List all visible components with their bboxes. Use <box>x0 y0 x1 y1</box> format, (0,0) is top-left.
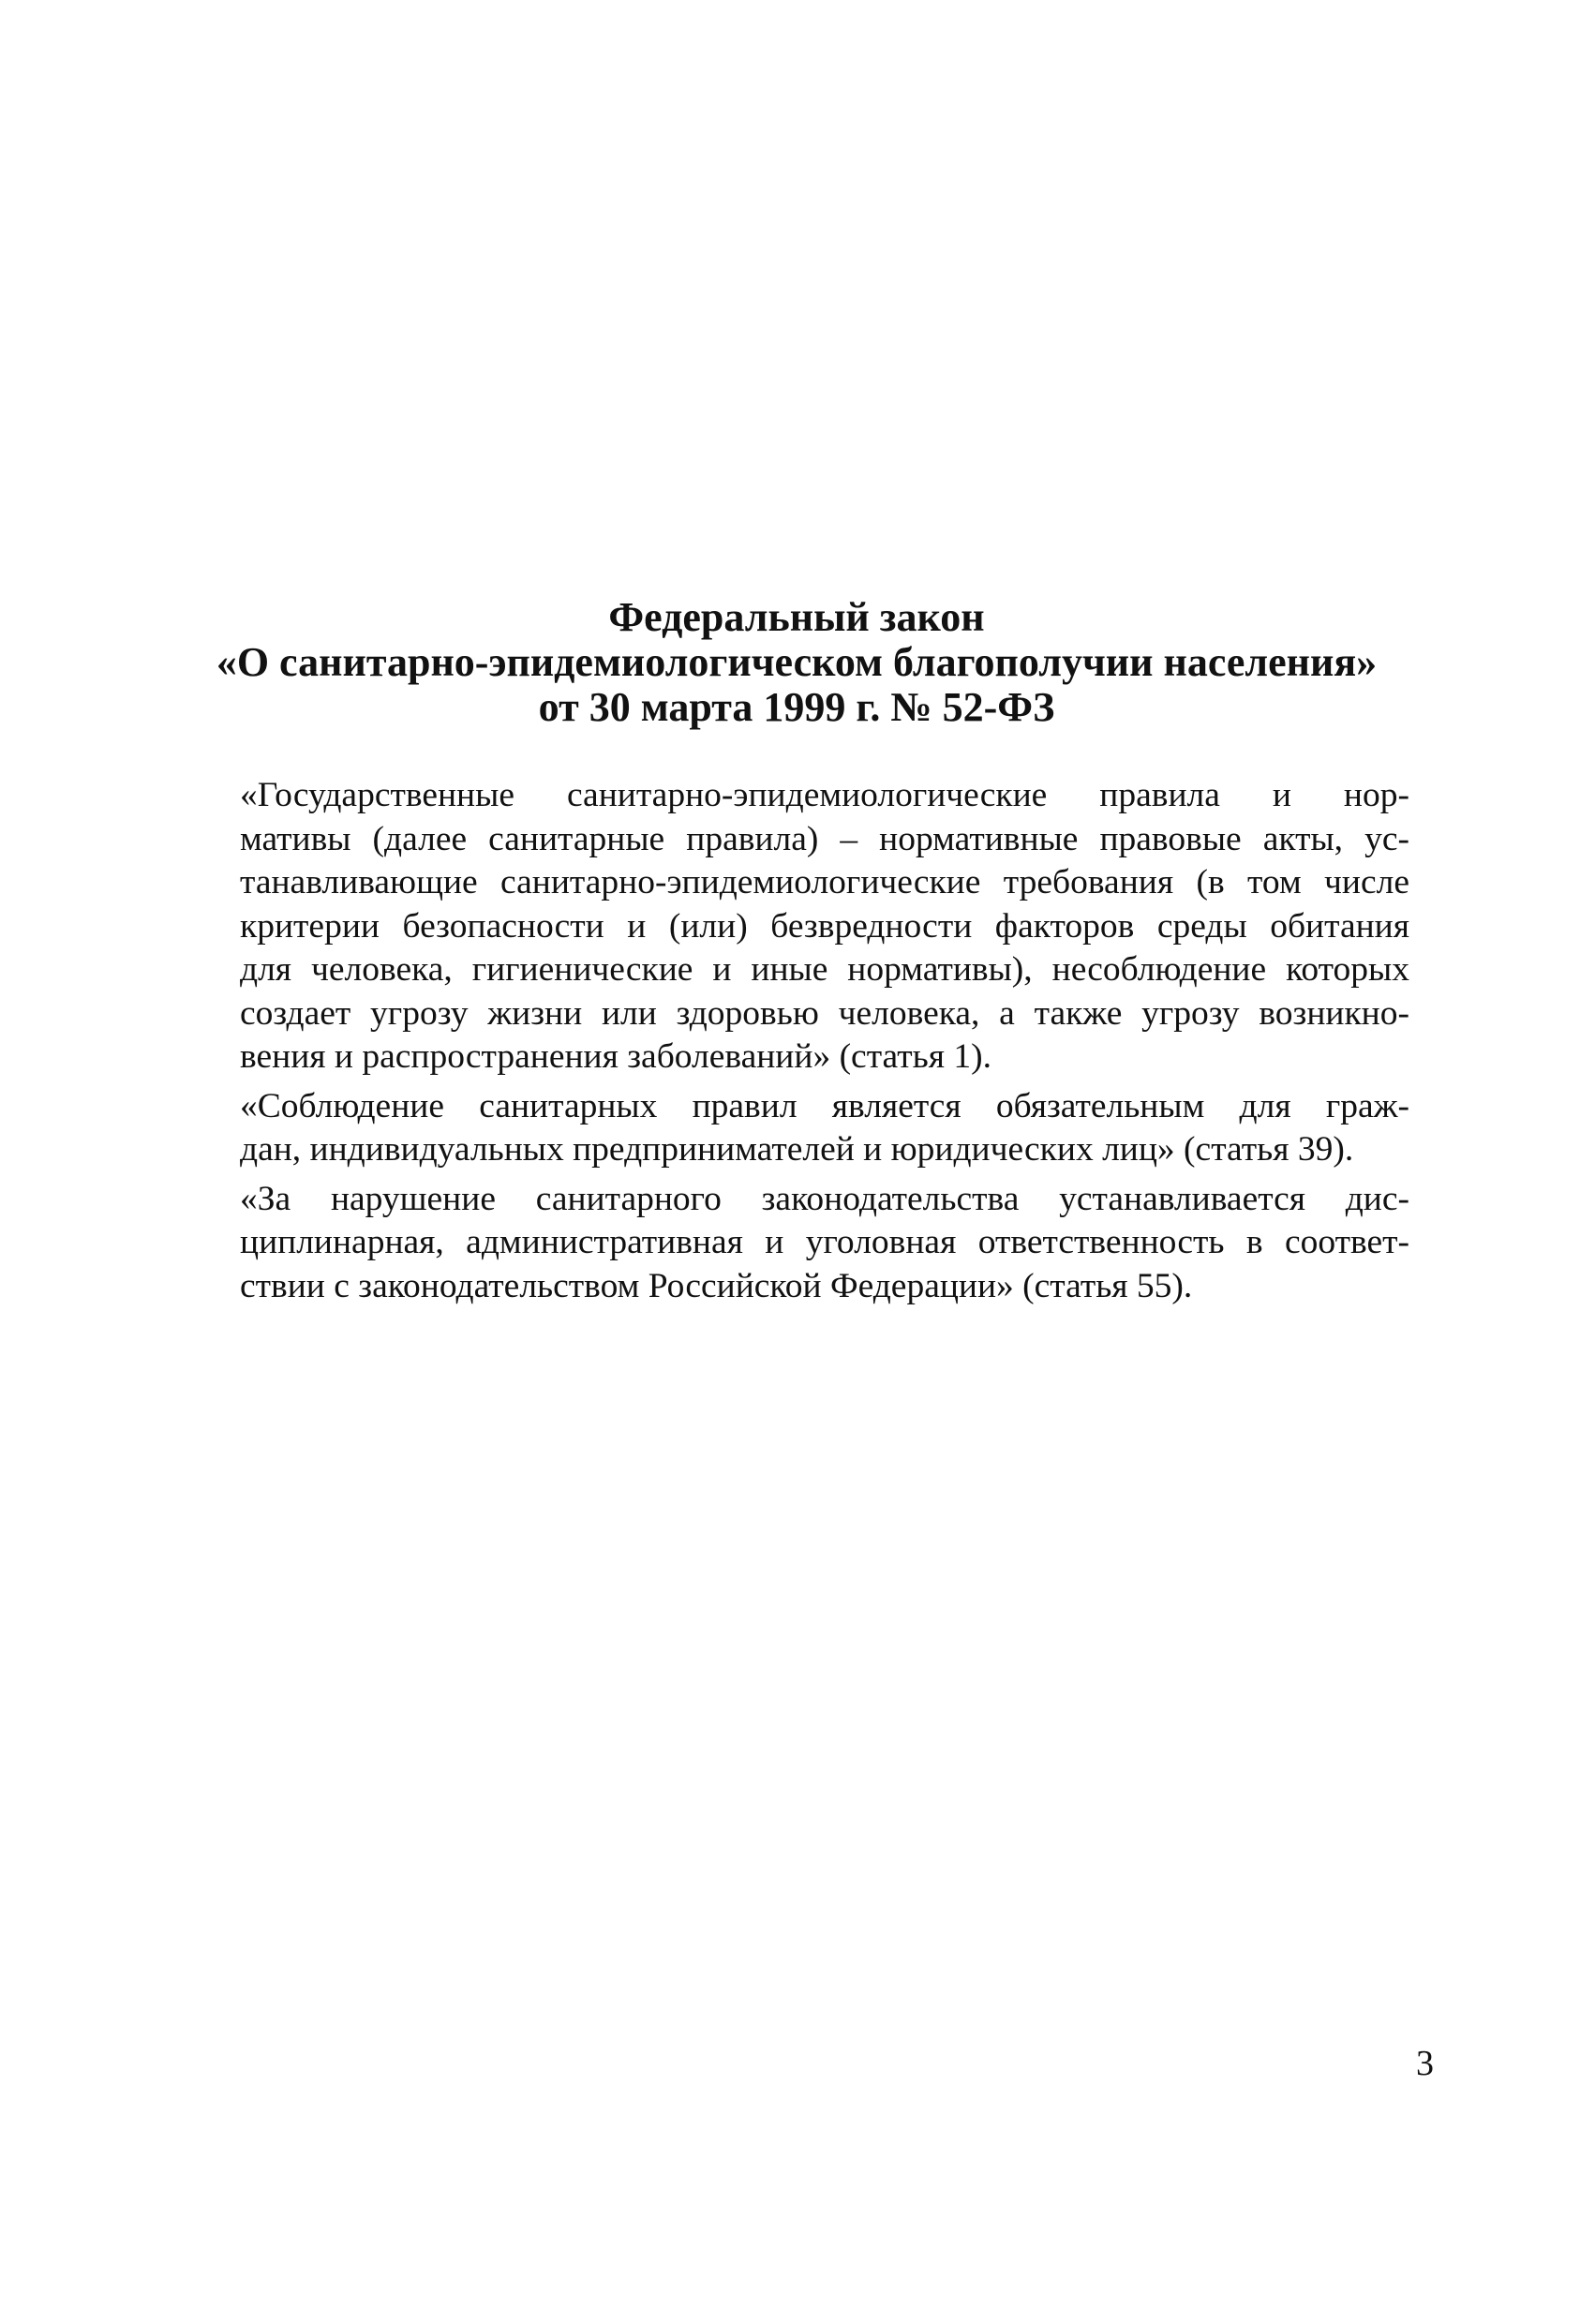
paragraph-article-55 <box>184 1178 1409 1309</box>
text-line: для человека, гигиенические и иные нормативы), несоблюдение которых <box>240 950 1409 989</box>
text-line: «Государственные санитарно-эпидемиологические правила и нор- <box>240 776 1409 814</box>
text-line: вения и распространения заболеваний» (статья 1). <box>240 1037 991 1076</box>
text-line: «Соблюдение санитарных правил является обязательным для граж- <box>240 1086 1409 1125</box>
paragraph-article-39 <box>184 1085 1409 1172</box>
paragraph-article-1 <box>184 774 1409 1080</box>
text-line: ствии с законодательством Российской Федерации» (статья 55). <box>240 1266 1193 1305</box>
text-line: циплинарная, административная и уголовная ответственность в соответ- <box>240 1223 1409 1261</box>
heading-line-title: Федеральный закон <box>608 594 985 640</box>
text-line: мативы (далее санитарные правила) – нормативные правовые акты, ус- <box>240 819 1409 858</box>
heading-line-law-name: «О санитарно-эпидемиологическом благополучии населения» <box>216 639 1378 685</box>
text-line: танавливающие санитарно-эпидемиологические требования (в том числе <box>240 863 1409 901</box>
page-number: 3 <box>1416 2044 1434 2083</box>
text-line: дан, индивидуальных предпринимателей и юридических лиц» (статья 39). <box>240 1130 1354 1169</box>
text-line: «За нарушение санитарного законодательства устанавливается дис- <box>240 1179 1409 1218</box>
text-line: критерии безопасности и (или) безвредности факторов среды обитания <box>240 906 1409 946</box>
heading-line-date-number: от 30 марта 1999 г. № 52-ФЗ <box>538 684 1055 730</box>
body-text <box>184 774 1409 1314</box>
text-line: создает угрозу жизни или здоровью человека, а также угрозу возникно- <box>240 993 1409 1033</box>
law-heading <box>150 595 1443 730</box>
